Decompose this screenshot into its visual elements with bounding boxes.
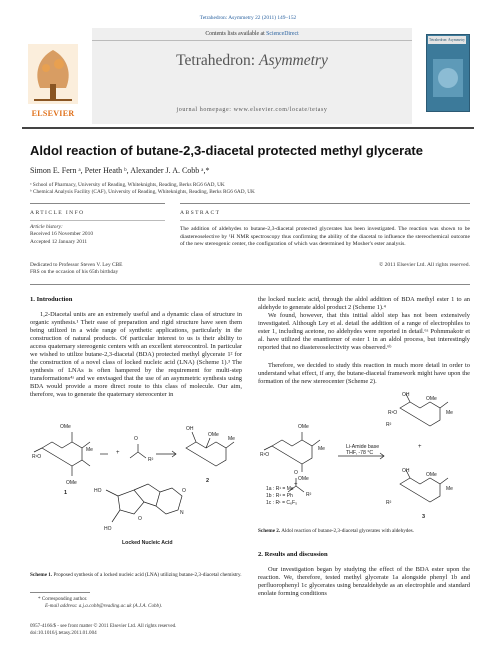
journal-title-italic: Asymmetry bbox=[258, 52, 328, 69]
compound-1-label: 1 bbox=[64, 490, 68, 496]
scheme-2-figure bbox=[258, 392, 470, 526]
scheme-2-conditions-1: Li-Amide base bbox=[346, 444, 380, 450]
header-rule bbox=[22, 127, 474, 129]
lna-label: Locked Nucleic Acid bbox=[122, 540, 173, 546]
scheme-1-caption-label: Scheme 1. bbox=[30, 572, 53, 578]
svg-text:Me: Me bbox=[318, 446, 325, 452]
svg-text:Me: Me bbox=[86, 447, 93, 453]
article-title: Aldol reaction of butane-2,3-diacetal protected methyl glycerate bbox=[30, 143, 423, 158]
svg-text:OMe: OMe bbox=[298, 424, 309, 430]
intro-paragraph-1: 1,2-Diacetal units are an extremely useful and a dynamic class of structure in organic synthesis.¹ Their ease of preparation and rigid structure have seen them being utilized in a wide range of synthetic applications, particularly in the construction of natural products. Of particular interest to us is their ability to access quaternary stereogenic centers with an excellent stereocontrol. In particular we wished to utilize butane-2,3-diacetal (BDA) protected methyl glycerate 1² for the construction of a novel class of locked nucleic acid (LNA) (Scheme 1).³ The synthesis of LNAs is often hampered by the requirement for multi-step transformations⁴ᵃ and we envisaged that the use of an asymmetric synthesis using BDA would provide a more direct route to this class of molecule. Our aim, therefore, was to generate the quaternary stereocenter in bbox=[30, 311, 242, 399]
info-divider bbox=[30, 220, 165, 221]
results-paragraph-1: Our investigation began by studying the effect of the BDA ester upon the reaction. We, therefore, tested methyl glycerate 1a alongside phenyl 1b and perfluorophenyl 1c glycerates using benzaldehyde as an electrophile and standard enolate forming conditions bbox=[258, 566, 470, 598]
sciencedirect-link[interactable]: ScienceDirect bbox=[266, 31, 299, 37]
svg-text:OH: OH bbox=[402, 468, 410, 474]
svg-text:R¹O: R¹O bbox=[32, 454, 42, 460]
svg-text:OMe: OMe bbox=[426, 472, 437, 478]
scheme-2-plus: + bbox=[418, 444, 422, 450]
svg-text:Me: Me bbox=[446, 486, 453, 492]
svg-text:+: + bbox=[116, 450, 120, 456]
dedication bbox=[30, 262, 165, 277]
abstract-divider bbox=[180, 220, 470, 221]
journal-cover-image bbox=[426, 34, 470, 112]
publisher-name: ELSEVIER bbox=[31, 109, 75, 118]
svg-text:OMe: OMe bbox=[298, 476, 309, 482]
affiliation-b: ᵇ Chemical Analysis Facility (CAF), University of Reading, Whiteknights, Reading, Berks RG6 6AD, UK bbox=[30, 189, 255, 195]
author-email[interactable]: E-mail address: a.j.a.cobb@reading.ac.uk (A.J.A. Cobb). bbox=[45, 603, 163, 609]
dedication-line-2: FRS on the occasion of his 65th birthday bbox=[30, 269, 119, 276]
homepage-prefix: journal homepage: bbox=[176, 107, 234, 113]
header-divider bbox=[92, 40, 412, 41]
intro-col2-paragraph-2: We found, however, that this initial aldol step has not been extensively investigated. Although Ley et al. detail the addition of a range of electrophiles to ester 1, including acetone, no aldehydes were reported in detail.⁶ᵃ Pohmmakotr et al. have utilized the enantiomer of ester 1 in an aldol process, but interestingly reported that no diastereoselectivity was observed.⁶ᵇ bbox=[258, 312, 470, 352]
corresponding-author: * Corresponding author. bbox=[38, 596, 88, 602]
svg-text:OH: OH bbox=[186, 426, 194, 432]
journal-homepage bbox=[92, 107, 412, 113]
compound-1b-label: 1b : R¹ = Ph bbox=[266, 493, 293, 499]
received-date: Received 16 November 2010 bbox=[30, 231, 94, 238]
compound-2-label: 2 bbox=[206, 478, 210, 484]
contents-line bbox=[92, 31, 412, 37]
footnote-rule bbox=[30, 592, 90, 593]
svg-text:O: O bbox=[182, 488, 186, 494]
intro-col2-paragraph-3: Therefore, we decided to study this reaction in much more detail in order to understand what effect, if any, the butane-diacetal framework might have upon the formation of the new stereocenter (Scheme 2). bbox=[258, 362, 470, 386]
author-list: Simon E. Fern ᵃ, Peter Heath ᵇ, Alexander J. A. Cobb ᵃ,* bbox=[30, 166, 210, 175]
compound-1a-label: 1a : R¹ = Me bbox=[266, 486, 294, 492]
doi-link[interactable]: doi:10.1016/j.tetasy.2011.01.004 bbox=[30, 630, 97, 636]
compound-1c-label: 1c : R¹ = C₆F₅ bbox=[266, 500, 298, 506]
issn-line: 0957-4166/$ - see front matter © 2011 Elsevier Ltd. All rights reserved. bbox=[30, 623, 177, 629]
article-history bbox=[30, 224, 165, 246]
svg-text:HO: HO bbox=[94, 488, 102, 494]
svg-text:OH: OH bbox=[402, 392, 410, 398]
cover-title: Tetrahedron: Asymmetry bbox=[429, 38, 465, 42]
scheme-2-caption-text: Aldol reaction of butane-2,3-diacetal glycerates with aldehydes. bbox=[280, 528, 415, 534]
abstract-top-rule bbox=[180, 203, 470, 204]
dedication-line-1: Dedicated to Professor Steven V. Ley CBE bbox=[30, 262, 123, 268]
scheme-1-structures bbox=[30, 418, 242, 568]
journal-citation[interactable]: Tetrahedron: Asymmetry 22 (2011) 149–152 bbox=[199, 15, 297, 21]
abstract-heading: ABSTRACT bbox=[180, 210, 221, 216]
abstract-bottom-rule bbox=[30, 284, 470, 285]
svg-text:O: O bbox=[294, 470, 298, 476]
journal-title-main: Tetrahedron: bbox=[176, 52, 259, 69]
journal-title bbox=[92, 52, 412, 70]
svg-text:OMe: OMe bbox=[60, 424, 71, 430]
contents-prefix: Contents lists available at bbox=[205, 31, 267, 37]
affiliation-a: ᵃ School of Pharmacy, University of Reading, Whiteknights, Reading, Berks RG6 6AD, UK bbox=[30, 182, 225, 188]
svg-text:O: O bbox=[138, 516, 142, 522]
svg-text:O: O bbox=[134, 436, 138, 442]
svg-text:R²: R² bbox=[306, 492, 312, 498]
results-heading: 2. Results and discussion bbox=[258, 551, 328, 558]
scheme-2-caption-label: Scheme 2. bbox=[258, 528, 281, 534]
scheme-2-structures bbox=[258, 392, 470, 526]
svg-text:+: + bbox=[294, 482, 298, 488]
accepted-date: Accepted 12 January 2011 bbox=[30, 238, 88, 245]
svg-text:OMe: OMe bbox=[66, 480, 77, 486]
scheme-1-figure bbox=[30, 418, 242, 568]
svg-text:R²: R² bbox=[148, 457, 154, 463]
scheme-1-caption-text: Proposed synthesis of a locked nucleic acid (LNA) utilizing butane-2,3-diacetal chemistry. bbox=[52, 572, 242, 578]
compound-3-label: 3 bbox=[422, 514, 426, 520]
abstract-copyright: © 2011 Elsevier Ltd. All rights reserved. bbox=[378, 262, 470, 268]
svg-text:OMe: OMe bbox=[208, 432, 219, 438]
svg-text:R²: R² bbox=[386, 422, 392, 428]
svg-text:R²: R² bbox=[386, 500, 392, 506]
article-info-heading: ARTICLE INFO bbox=[30, 210, 85, 216]
info-top-rule bbox=[30, 203, 165, 204]
abstract-text: The addition of aldehydes to butane-2,3-diacetal protected glycerates has been investigated. The reaction was shown to be diastereoselective by ¹H NMR spectroscopy thus confirming the ability of the diacetal to influence the stereochemical outcome of the new stereogenic center, the configuration of which was determined by Mosher's ester analysis. bbox=[180, 226, 470, 248]
svg-text:N: N bbox=[180, 510, 184, 516]
elsevier-logo bbox=[28, 44, 78, 104]
scheme-2-caption bbox=[258, 528, 470, 535]
svg-text:Me: Me bbox=[446, 410, 453, 416]
history-label: Article history: bbox=[30, 224, 63, 230]
scheme-1-caption bbox=[30, 572, 242, 579]
intro-col2-paragraph-1: the locked nucleic acid, through the aldol addition of BDA methyl ester 1 to an aldehyde to generate aldol product 2 (Scheme 1).⁴ bbox=[258, 296, 470, 312]
svg-text:HO: HO bbox=[104, 526, 112, 532]
introduction-heading: 1. Introduction bbox=[30, 296, 73, 303]
scheme-2-conditions-2: THF, -78 °C bbox=[346, 450, 374, 456]
svg-text:OMe: OMe bbox=[426, 396, 437, 402]
svg-text:Me: Me bbox=[228, 436, 235, 442]
svg-text:R¹O: R¹O bbox=[388, 410, 398, 416]
svg-text:R¹O: R¹O bbox=[260, 452, 270, 458]
homepage-link[interactable]: www.elsevier.com/locate/tetasy bbox=[233, 107, 328, 113]
